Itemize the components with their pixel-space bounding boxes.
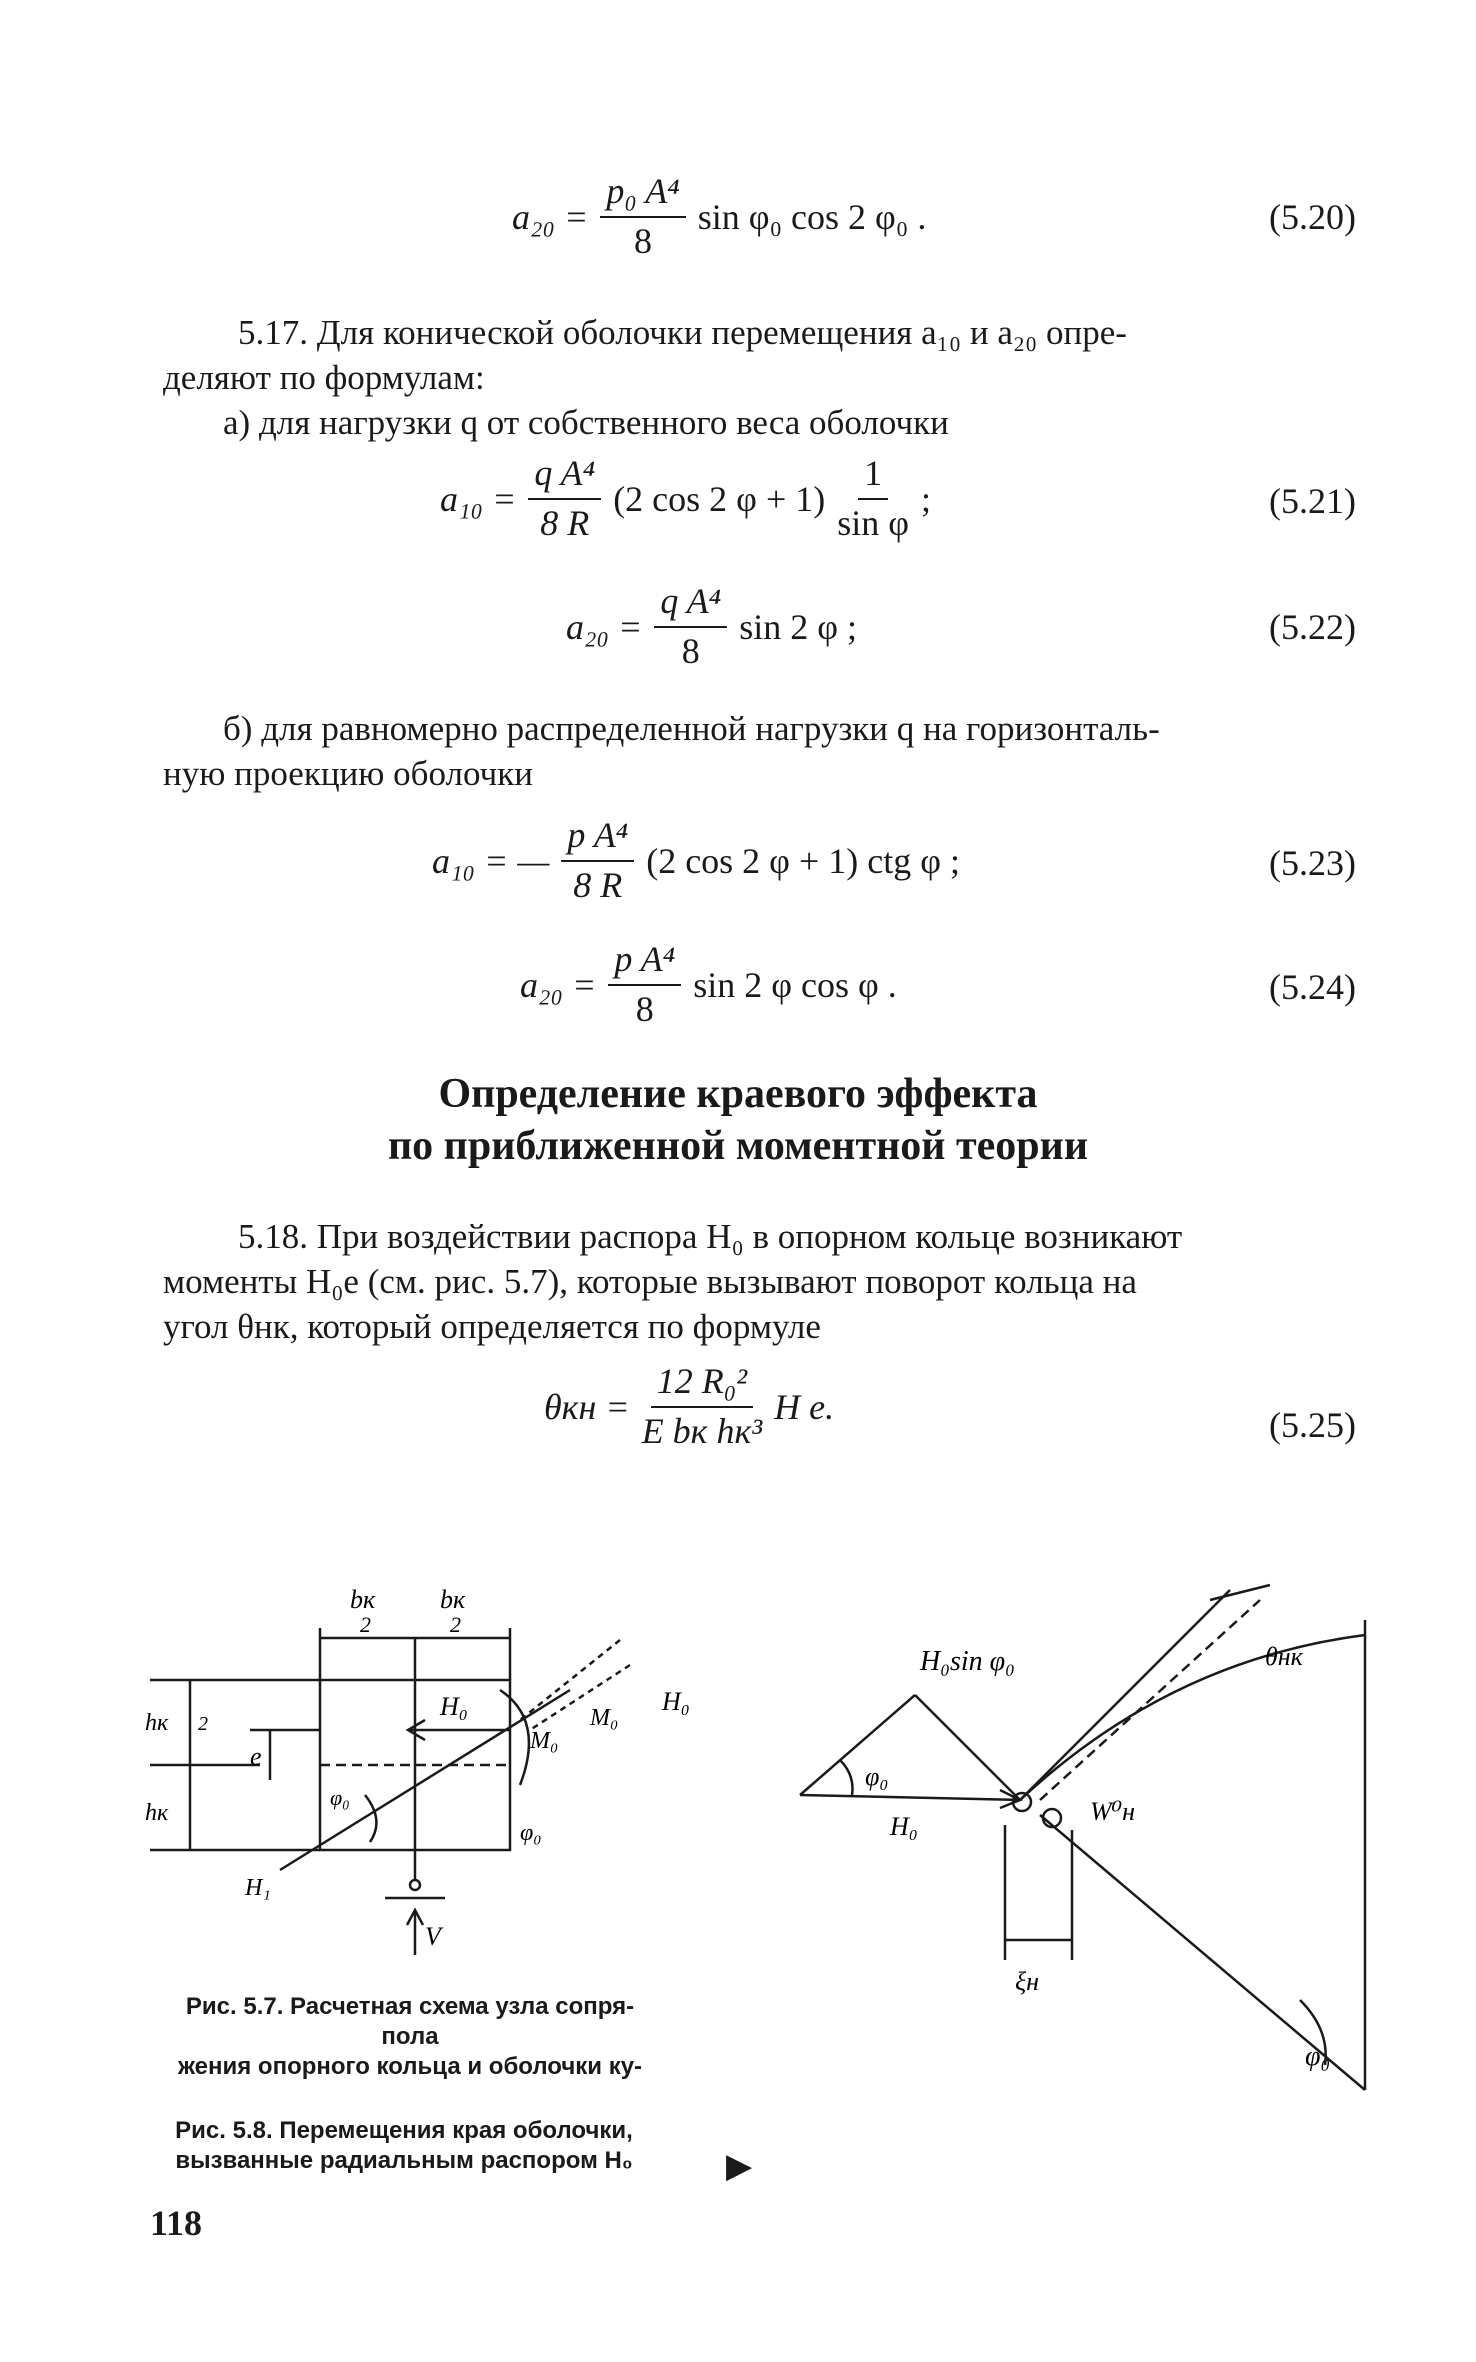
fraction <box>561 816 634 905</box>
fig-label: H₀sin φ₀ <box>920 1646 1015 1677</box>
equation-5-25 <box>544 1362 834 1451</box>
equation-5-23 <box>432 816 960 905</box>
eq-tail: (2 cos 2 φ + 1) ctg φ ; <box>646 840 961 881</box>
fig-label: e <box>250 1742 262 1771</box>
fig-label: bк <box>350 1585 376 1614</box>
denominator: 8 <box>635 988 654 1029</box>
fig-label: φ₀ <box>330 1785 350 1810</box>
equation-number: (5.21) <box>1269 481 1356 521</box>
numerator: 1 <box>858 454 888 500</box>
eq-lhs: a₁₀ = — <box>432 840 550 881</box>
numerator: 12 R₀² <box>651 1362 753 1408</box>
fig-label: H₀ <box>440 1692 468 1721</box>
equation-5-24 <box>520 940 897 1029</box>
caption-line: пола <box>381 2023 439 2050</box>
eq-tail: sin φ₀ cos 2 φ₀ . <box>697 196 927 237</box>
equation-number: (5.22) <box>1269 607 1356 647</box>
denominator: 8 <box>681 630 700 671</box>
eq-lhs: a₁₀ = <box>440 478 517 519</box>
equation-number: (5.20) <box>1269 197 1356 237</box>
text-line: моменты H₀e (см. рис. 5.7), которые вызывают поворот кольца на <box>163 1262 1137 1301</box>
denominator: 8 <box>634 220 653 261</box>
fraction <box>837 454 909 543</box>
eq-tail: ; <box>921 478 932 519</box>
fig-label: 2 <box>360 1612 371 1637</box>
fraction <box>642 1362 762 1451</box>
equation-5-20 <box>512 172 926 261</box>
figure-5-7-caption <box>110 1992 710 2082</box>
text-line: 5.18. При воздействии распора H₀ в опорном кольце возникают <box>238 1217 1183 1256</box>
equation-number: (5.23) <box>1269 843 1356 883</box>
fraction <box>608 940 681 1029</box>
eq-tail: H e. <box>774 1386 835 1427</box>
eq-lhs: a₂₀ = <box>512 196 589 237</box>
fraction <box>654 582 727 671</box>
figure-5-8-diagram <box>790 1590 1390 2110</box>
section-heading <box>0 1068 1476 1172</box>
numerator: p₀ A⁴ <box>600 172 685 218</box>
fig-label: ξн <box>1015 1967 1040 1996</box>
fig-label: hк <box>145 1800 169 1826</box>
fig-label: H₀ <box>662 1687 690 1716</box>
fig-label: θнк <box>1265 1642 1303 1671</box>
text-line: а) для нагрузки q от собственного веса оболочки <box>223 403 949 442</box>
fig-label: M₀ <box>590 1705 619 1731</box>
denominator: sin φ <box>837 502 910 543</box>
fig-label: V <box>425 1922 441 1951</box>
fig-label: hк <box>145 1710 169 1736</box>
eq-lhs: a₂₀ = <box>566 606 643 647</box>
paragraph-b <box>163 706 1358 796</box>
caption-line: жения опорного кольца и оболочки ку- <box>177 2053 643 2080</box>
numerator: p A⁴ <box>608 940 681 986</box>
paragraph-5-18 <box>163 1214 1358 1349</box>
caption-line: Рис. 5.8. Перемещения края оболочки, <box>175 2117 633 2144</box>
caption-line: Рис. 5.7. Расчетная схема узла сопря- <box>185 1993 635 2020</box>
eq-mid: (2 cos 2 φ + 1) <box>613 478 826 519</box>
fig-label: 2 <box>198 1713 208 1735</box>
text-line: ную проекцию оболочки <box>163 754 533 793</box>
fig-label: H₁ <box>245 1875 271 1901</box>
eq-tail: sin 2 φ ; <box>739 606 857 647</box>
fig-label: H₀ <box>890 1812 918 1841</box>
numerator: q A⁴ <box>654 582 727 628</box>
equation-number: (5.25) <box>1269 1405 1356 1445</box>
figure-5-7-diagram <box>145 1580 730 1960</box>
denominator: E bк hк³ <box>641 1410 763 1451</box>
next-page-arrow: ▶ <box>726 2148 753 2185</box>
fig-label: W⁰н <box>1090 1797 1135 1826</box>
equation-5-22 <box>566 582 857 671</box>
eq-lhs: θкн = <box>544 1386 630 1427</box>
denominator: 8 R <box>573 864 623 905</box>
text-line: деляют по формулам: <box>163 358 485 397</box>
caption-line: вызванные радиальным распором H₀ <box>175 2147 633 2174</box>
equation-number: (5.24) <box>1269 967 1356 1007</box>
page-number: 118 <box>150 2203 203 2243</box>
numerator: p A⁴ <box>561 816 634 862</box>
eq-lhs: a₂₀ = <box>520 964 597 1005</box>
fig-label: M₀ <box>530 1728 559 1754</box>
eq-tail: sin 2 φ cos φ . <box>693 964 897 1005</box>
fig-label: 2 <box>450 1612 461 1637</box>
denominator: 8 R <box>540 502 590 543</box>
fig-label: φ₀ <box>520 1820 542 1846</box>
equation-5-21 <box>440 454 931 543</box>
paragraph-5-17 <box>163 310 1358 445</box>
figure-5-8-caption <box>104 2116 704 2176</box>
heading-line: по приближенной моментной теории <box>387 1123 1089 1169</box>
text-line: 5.17. Для конической оболочки перемещения a₁₀ и a₂₀ опре- <box>238 313 1127 352</box>
fig-label: bк <box>440 1585 466 1614</box>
fig-label: φ₀ <box>865 1762 889 1791</box>
numerator: q A⁴ <box>528 454 601 500</box>
text-line: угол θнк, который определяется по формуле <box>163 1307 821 1346</box>
heading-line: Определение краевого эффекта <box>438 1071 1038 1117</box>
fraction <box>528 454 601 543</box>
fraction <box>600 172 685 261</box>
text-line: б) для равномерно распределенной нагрузки q на горизонталь- <box>223 709 1160 748</box>
fig-label: φ₀ <box>1305 2041 1331 2072</box>
